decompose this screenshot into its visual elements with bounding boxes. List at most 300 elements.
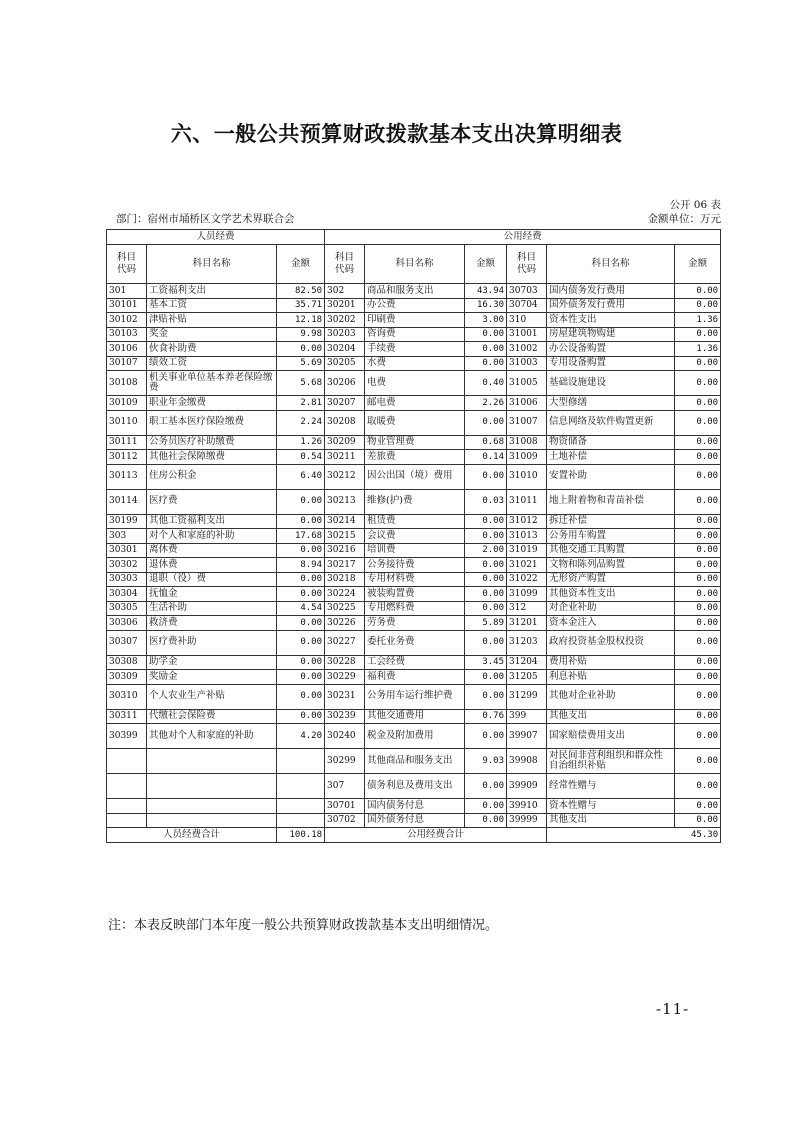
code-cell bbox=[107, 774, 147, 799]
amount-cell: 0.00 bbox=[277, 514, 325, 529]
amount-cell: 0.00 bbox=[465, 630, 507, 655]
code-cell: 399 bbox=[507, 709, 547, 724]
code-cell: 31001 bbox=[507, 327, 547, 342]
name-cell: 对企业补助 bbox=[547, 601, 675, 616]
name-cell: 无形资产购置 bbox=[547, 572, 675, 587]
footnote: 注：本表反映部门本年度一般公共预算财政拨款基本支出明细情况。 bbox=[108, 918, 499, 933]
table-row bbox=[107, 342, 721, 357]
amount-cell: 0.00 bbox=[675, 684, 721, 709]
code-cell: 30109 bbox=[107, 396, 147, 411]
name-cell: 资本性赠与 bbox=[547, 799, 675, 814]
amount-cell: 4.54 bbox=[277, 601, 325, 616]
amount-cell: 0.00 bbox=[277, 616, 325, 631]
table-row bbox=[107, 327, 721, 342]
name-cell: 物业管理费 bbox=[365, 435, 465, 450]
code-cell: 30305 bbox=[107, 601, 147, 616]
name-cell: 印刷费 bbox=[365, 313, 465, 328]
amount-cell: 5.89 bbox=[465, 616, 507, 631]
code-cell: 30701 bbox=[325, 799, 365, 814]
amount-cell: 0.00 bbox=[277, 587, 325, 602]
amount-cell: 0.00 bbox=[675, 543, 721, 558]
amount-cell: 5.68 bbox=[277, 371, 325, 396]
code-cell: 30206 bbox=[325, 371, 365, 396]
amount-cell: 0.00 bbox=[465, 410, 507, 435]
amount-cell: 0.14 bbox=[465, 450, 507, 465]
amount-cell: 0.00 bbox=[277, 543, 325, 558]
amount-cell: 0.00 bbox=[277, 655, 325, 670]
code-cell: 30399 bbox=[107, 724, 147, 749]
name-cell: 会议费 bbox=[365, 529, 465, 544]
name-cell: 文物和陈列品购置 bbox=[547, 558, 675, 573]
code-cell: 30211 bbox=[325, 450, 365, 465]
code-cell: 30114 bbox=[107, 489, 147, 514]
name-cell: 其他社会保障缴费 bbox=[147, 450, 277, 465]
amount-cell: 0.00 bbox=[675, 284, 721, 299]
table-row bbox=[107, 298, 721, 313]
amount-cell: 0.00 bbox=[277, 670, 325, 685]
name-cell: 信息网络及软件购置更新 bbox=[547, 410, 675, 435]
code-cell: 30301 bbox=[107, 543, 147, 558]
amount-cell: 0.00 bbox=[675, 616, 721, 631]
amount-cell: 9.98 bbox=[277, 327, 325, 342]
name-cell: 其他交通费用 bbox=[365, 709, 465, 724]
code-cell: 310 bbox=[507, 313, 547, 328]
name-cell: 安置补助 bbox=[547, 464, 675, 489]
amount-cell: 0.00 bbox=[465, 572, 507, 587]
amount-cell: 0.00 bbox=[277, 342, 325, 357]
code-cell: 30228 bbox=[325, 655, 365, 670]
name-cell: 国内债务付息 bbox=[365, 799, 465, 814]
code-cell: 30103 bbox=[107, 327, 147, 342]
name-cell: 物资储备 bbox=[547, 435, 675, 450]
name-cell: 培训费 bbox=[365, 543, 465, 558]
amount-cell: 2.24 bbox=[277, 410, 325, 435]
amount-cell: 0.00 bbox=[675, 799, 721, 814]
amount-cell: 0.00 bbox=[675, 371, 721, 396]
name-cell: 对民间非营利组织和群众性自治组织补贴 bbox=[547, 749, 675, 774]
amount-cell: 0.00 bbox=[675, 489, 721, 514]
table-row bbox=[107, 572, 721, 587]
amount-cell: 12.18 bbox=[277, 313, 325, 328]
amount-cell: 82.50 bbox=[277, 284, 325, 299]
amount-cell: 0.00 bbox=[675, 450, 721, 465]
code-cell: 39908 bbox=[507, 749, 547, 774]
amount-cell: 0.00 bbox=[277, 489, 325, 514]
amount-cell: 0.00 bbox=[465, 558, 507, 573]
name-cell: 大型修缮 bbox=[547, 396, 675, 411]
name-cell: 生活补助 bbox=[147, 601, 277, 616]
name-cell: 费用补贴 bbox=[547, 655, 675, 670]
code-cell: 30111 bbox=[107, 435, 147, 450]
amount-cell: 0.00 bbox=[465, 464, 507, 489]
table-row bbox=[107, 558, 721, 573]
code-cell: 30302 bbox=[107, 558, 147, 573]
department-label: 部门：宿州市埇桥区文学艺术界联合会 bbox=[116, 213, 295, 225]
amount-cell: 0.68 bbox=[465, 435, 507, 450]
code-cell bbox=[107, 799, 147, 814]
name-cell: 经常性赠与 bbox=[547, 774, 675, 799]
name-cell: 手续费 bbox=[365, 342, 465, 357]
amount-cell bbox=[277, 813, 325, 828]
code-cell: 31009 bbox=[507, 450, 547, 465]
table-row bbox=[107, 774, 721, 799]
name-cell: 邮电费 bbox=[365, 396, 465, 411]
code-cell: 31005 bbox=[507, 371, 547, 396]
table-row bbox=[107, 410, 721, 435]
name-cell: 公务用车运行维护费 bbox=[365, 684, 465, 709]
amount-cell: 0.00 bbox=[675, 630, 721, 655]
name-cell: 其他对企业补助 bbox=[547, 684, 675, 709]
amount-cell: 0.00 bbox=[675, 601, 721, 616]
name-cell: 国内债务发行费用 bbox=[547, 284, 675, 299]
name-cell: 委托业务费 bbox=[365, 630, 465, 655]
code-cell: 30202 bbox=[325, 313, 365, 328]
amount-header: 金额 bbox=[277, 245, 325, 284]
code-cell: 30307 bbox=[107, 630, 147, 655]
page-number: -11- bbox=[656, 1000, 690, 1018]
table-row bbox=[107, 489, 721, 514]
amount-header: 金额 bbox=[675, 245, 721, 284]
amount-cell: 6.40 bbox=[277, 464, 325, 489]
code-cell bbox=[107, 749, 147, 774]
name-cell: 对个人和家庭的补助 bbox=[147, 529, 277, 544]
code-cell: 30101 bbox=[107, 298, 147, 313]
table-row bbox=[107, 684, 721, 709]
code-cell: 39907 bbox=[507, 724, 547, 749]
amount-cell: 0.00 bbox=[465, 514, 507, 529]
amount-cell: 0.00 bbox=[675, 529, 721, 544]
code-cell: 30703 bbox=[507, 284, 547, 299]
name-cell bbox=[147, 799, 277, 814]
name-cell: 税金及附加费用 bbox=[365, 724, 465, 749]
code-cell: 30227 bbox=[325, 630, 365, 655]
amount-cell: 0.00 bbox=[277, 709, 325, 724]
amount-cell: 3.00 bbox=[465, 313, 507, 328]
amount-cell: 0.00 bbox=[465, 724, 507, 749]
public-total-label: 公用经费合计 bbox=[325, 828, 547, 843]
code-cell: 307 bbox=[325, 774, 365, 799]
name-cell: 地上附着物和青苗补偿 bbox=[547, 489, 675, 514]
code-cell: 30102 bbox=[107, 313, 147, 328]
amount-cell: 3.45 bbox=[465, 655, 507, 670]
name-cell: 其他支出 bbox=[547, 813, 675, 828]
code-cell: 30309 bbox=[107, 670, 147, 685]
code-cell: 30303 bbox=[107, 572, 147, 587]
name-cell: 工会经费 bbox=[365, 655, 465, 670]
code-cell: 30208 bbox=[325, 410, 365, 435]
amount-cell: 9.03 bbox=[465, 749, 507, 774]
code-cell: 30214 bbox=[325, 514, 365, 529]
name-cell: 医疗费补助 bbox=[147, 630, 277, 655]
amount-cell: 0.00 bbox=[675, 724, 721, 749]
amount-cell: 0.00 bbox=[675, 558, 721, 573]
table-row bbox=[107, 724, 721, 749]
name-header: 科目名称 bbox=[547, 245, 675, 284]
code-cell: 39909 bbox=[507, 774, 547, 799]
amount-cell: 0.00 bbox=[465, 587, 507, 602]
name-cell: 工资福利支出 bbox=[147, 284, 277, 299]
amount-cell: 0.00 bbox=[465, 774, 507, 799]
code-cell: 31203 bbox=[507, 630, 547, 655]
name-cell: 职业年金缴费 bbox=[147, 396, 277, 411]
code-cell: 30216 bbox=[325, 543, 365, 558]
amount-cell: 4.20 bbox=[277, 724, 325, 749]
table-row bbox=[107, 313, 721, 328]
amount-cell bbox=[277, 774, 325, 799]
name-cell: 抚恤金 bbox=[147, 587, 277, 602]
code-cell: 31099 bbox=[507, 587, 547, 602]
table-row bbox=[107, 601, 721, 616]
code-cell: 30231 bbox=[325, 684, 365, 709]
amount-cell: 0.00 bbox=[465, 529, 507, 544]
table-row bbox=[107, 670, 721, 685]
name-cell: 其他资本性支出 bbox=[547, 587, 675, 602]
form-number: 公开 06 表 bbox=[669, 199, 721, 211]
amount-cell: 0.00 bbox=[675, 298, 721, 313]
amount-cell: 0.00 bbox=[675, 435, 721, 450]
name-cell: 国外债务发行费用 bbox=[547, 298, 675, 313]
name-cell: 被装购置费 bbox=[365, 587, 465, 602]
code-cell: 39910 bbox=[507, 799, 547, 814]
code-cell: 30306 bbox=[107, 616, 147, 631]
name-cell: 离休费 bbox=[147, 543, 277, 558]
name-cell: 奖金 bbox=[147, 327, 277, 342]
name-cell: 绩效工资 bbox=[147, 356, 277, 371]
code-cell: 30310 bbox=[107, 684, 147, 709]
name-cell: 福利费 bbox=[365, 670, 465, 685]
totals-row bbox=[107, 828, 721, 843]
amount-cell: 0.00 bbox=[465, 799, 507, 814]
name-cell: 公务员医疗补助缴费 bbox=[147, 435, 277, 450]
amount-cell: 1.36 bbox=[675, 313, 721, 328]
code-cell: 30205 bbox=[325, 356, 365, 371]
amount-cell: 1.26 bbox=[277, 435, 325, 450]
amount-cell: 0.00 bbox=[465, 356, 507, 371]
table-row bbox=[107, 587, 721, 602]
amount-cell: 2.26 bbox=[465, 396, 507, 411]
name-cell: 其他支出 bbox=[547, 709, 675, 724]
code-cell: 31010 bbox=[507, 464, 547, 489]
name-cell: 基本工资 bbox=[147, 298, 277, 313]
name-cell bbox=[147, 813, 277, 828]
code-cell: 31019 bbox=[507, 543, 547, 558]
name-cell: 其他商品和服务支出 bbox=[365, 749, 465, 774]
amount-cell: 0.00 bbox=[277, 630, 325, 655]
amount-cell: 0.00 bbox=[465, 684, 507, 709]
code-cell: 30201 bbox=[325, 298, 365, 313]
name-cell: 因公出国（境）费用 bbox=[365, 464, 465, 489]
code-cell: 30204 bbox=[325, 342, 365, 357]
code-cell: 39999 bbox=[507, 813, 547, 828]
code-cell: 30110 bbox=[107, 410, 147, 435]
code-cell: 30229 bbox=[325, 670, 365, 685]
code-header: 科目 代码 bbox=[325, 245, 365, 284]
name-cell: 办公设备购置 bbox=[547, 342, 675, 357]
table-row bbox=[107, 543, 721, 558]
amount-cell: 0.00 bbox=[675, 514, 721, 529]
code-cell: 31021 bbox=[507, 558, 547, 573]
code-cell: 30113 bbox=[107, 464, 147, 489]
code-cell: 31008 bbox=[507, 435, 547, 450]
amount-cell: 0.00 bbox=[675, 396, 721, 411]
column-header-row bbox=[107, 245, 721, 284]
code-cell: 30212 bbox=[325, 464, 365, 489]
code-cell: 30106 bbox=[107, 342, 147, 357]
code-header: 科目 代码 bbox=[507, 245, 547, 284]
code-cell: 30215 bbox=[325, 529, 365, 544]
name-cell: 拆迁补偿 bbox=[547, 514, 675, 529]
code-cell: 31007 bbox=[507, 410, 547, 435]
name-cell: 利息补贴 bbox=[547, 670, 675, 685]
amount-cell: 0.00 bbox=[465, 327, 507, 342]
name-cell: 办公费 bbox=[365, 298, 465, 313]
code-cell: 30240 bbox=[325, 724, 365, 749]
code-cell: 31003 bbox=[507, 356, 547, 371]
public-group-header: 公用经费 bbox=[325, 230, 721, 245]
name-header: 科目名称 bbox=[147, 245, 277, 284]
code-cell: 31012 bbox=[507, 514, 547, 529]
amount-cell: 0.00 bbox=[675, 356, 721, 371]
personnel-group-header: 人员经费 bbox=[107, 230, 325, 245]
table-row bbox=[107, 284, 721, 299]
code-cell: 30308 bbox=[107, 655, 147, 670]
name-cell: 电费 bbox=[365, 371, 465, 396]
code-cell: 31013 bbox=[507, 529, 547, 544]
code-cell: 30207 bbox=[325, 396, 365, 411]
name-cell: 退职（役）费 bbox=[147, 572, 277, 587]
amount-cell: 0.00 bbox=[675, 572, 721, 587]
table-row bbox=[107, 435, 721, 450]
code-cell: 31201 bbox=[507, 616, 547, 631]
name-cell bbox=[147, 749, 277, 774]
table-row bbox=[107, 709, 721, 724]
name-cell: 差旅费 bbox=[365, 450, 465, 465]
name-cell: 基础设施建设 bbox=[547, 371, 675, 396]
amount-cell: 43.94 bbox=[465, 284, 507, 299]
name-cell: 取暖费 bbox=[365, 410, 465, 435]
amount-cell: 0.00 bbox=[675, 670, 721, 685]
table-row bbox=[107, 371, 721, 396]
name-cell: 其他交通工具购置 bbox=[547, 543, 675, 558]
code-cell: 31205 bbox=[507, 670, 547, 685]
name-cell: 房屋建筑物购建 bbox=[547, 327, 675, 342]
amount-cell: 0.54 bbox=[277, 450, 325, 465]
page-title: 六、一般公共预算财政拨款基本支出决算明细表 bbox=[170, 121, 623, 146]
table-row bbox=[107, 655, 721, 670]
amount-cell: 0.00 bbox=[675, 464, 721, 489]
code-cell: 30224 bbox=[325, 587, 365, 602]
table-row bbox=[107, 799, 721, 814]
name-cell: 住房公积金 bbox=[147, 464, 277, 489]
amount-cell: 16.30 bbox=[465, 298, 507, 313]
amount-unit-label: 金额单位：万元 bbox=[647, 213, 721, 225]
amount-cell: 0.76 bbox=[465, 709, 507, 724]
amount-cell: 0.00 bbox=[465, 813, 507, 828]
code-cell: 30218 bbox=[325, 572, 365, 587]
name-cell: 其他工资福利支出 bbox=[147, 514, 277, 529]
amount-header: 金额 bbox=[465, 245, 507, 284]
name-cell: 奖励金 bbox=[147, 670, 277, 685]
name-cell: 水费 bbox=[365, 356, 465, 371]
code-cell: 30217 bbox=[325, 558, 365, 573]
name-cell: 个人农业生产补贴 bbox=[147, 684, 277, 709]
code-cell: 30304 bbox=[107, 587, 147, 602]
amount-cell: 2.81 bbox=[277, 396, 325, 411]
name-header: 科目名称 bbox=[365, 245, 465, 284]
code-cell: 303 bbox=[107, 529, 147, 544]
name-cell: 国家赔偿费用支出 bbox=[547, 724, 675, 749]
name-cell: 政府投资基金股权投资 bbox=[547, 630, 675, 655]
personnel-total-amount: 100.18 bbox=[277, 828, 325, 843]
code-cell: 30311 bbox=[107, 709, 147, 724]
code-cell: 30108 bbox=[107, 371, 147, 396]
name-cell: 专用燃料费 bbox=[365, 601, 465, 616]
name-cell: 公务用车购置 bbox=[547, 529, 675, 544]
amount-cell: 0.00 bbox=[675, 709, 721, 724]
code-cell: 30107 bbox=[107, 356, 147, 371]
name-cell: 代缴社会保险费 bbox=[147, 709, 277, 724]
amount-cell: 35.71 bbox=[277, 298, 325, 313]
code-cell: 30199 bbox=[107, 514, 147, 529]
name-cell: 退休费 bbox=[147, 558, 277, 573]
table-row bbox=[107, 514, 721, 529]
amount-cell: 17.68 bbox=[277, 529, 325, 544]
public-total-amount: 45.30 bbox=[547, 828, 721, 843]
amount-cell: 1.36 bbox=[675, 342, 721, 357]
table-row bbox=[107, 356, 721, 371]
name-cell: 资本金注入 bbox=[547, 616, 675, 631]
amount-cell: 0.00 bbox=[675, 410, 721, 435]
code-cell: 30112 bbox=[107, 450, 147, 465]
code-cell: 30702 bbox=[325, 813, 365, 828]
code-cell: 30704 bbox=[507, 298, 547, 313]
amount-cell: 0.00 bbox=[675, 587, 721, 602]
amount-cell: 0.00 bbox=[465, 670, 507, 685]
name-cell: 救济费 bbox=[147, 616, 277, 631]
name-cell: 土地补偿 bbox=[547, 450, 675, 465]
name-cell: 伙食补助费 bbox=[147, 342, 277, 357]
code-cell: 31204 bbox=[507, 655, 547, 670]
name-cell: 劳务费 bbox=[365, 616, 465, 631]
amount-cell: 8.94 bbox=[277, 558, 325, 573]
code-cell bbox=[107, 813, 147, 828]
personnel-total-label: 人员经费合计 bbox=[107, 828, 277, 843]
name-cell: 专用设备购置 bbox=[547, 356, 675, 371]
code-cell: 30226 bbox=[325, 616, 365, 631]
name-cell: 咨询费 bbox=[365, 327, 465, 342]
code-cell: 30299 bbox=[325, 749, 365, 774]
name-cell: 维修(护)费 bbox=[365, 489, 465, 514]
table-row bbox=[107, 813, 721, 828]
name-cell bbox=[147, 774, 277, 799]
name-cell: 其他对个人和家庭的补助 bbox=[147, 724, 277, 749]
name-cell: 机关事业单位基本养老保险缴费 bbox=[147, 371, 277, 396]
code-cell: 30209 bbox=[325, 435, 365, 450]
code-header: 科目 代码 bbox=[107, 245, 147, 284]
amount-cell: 0.40 bbox=[465, 371, 507, 396]
name-cell: 债务利息及费用支出 bbox=[365, 774, 465, 799]
code-cell: 302 bbox=[325, 284, 365, 299]
code-cell: 31022 bbox=[507, 572, 547, 587]
table-row bbox=[107, 396, 721, 411]
amount-cell: 0.03 bbox=[465, 489, 507, 514]
amount-cell: 5.69 bbox=[277, 356, 325, 371]
amount-cell: 0.00 bbox=[675, 774, 721, 799]
code-cell: 31006 bbox=[507, 396, 547, 411]
code-cell: 30225 bbox=[325, 601, 365, 616]
name-cell: 商品和服务支出 bbox=[365, 284, 465, 299]
amount-cell: 0.00 bbox=[675, 813, 721, 828]
